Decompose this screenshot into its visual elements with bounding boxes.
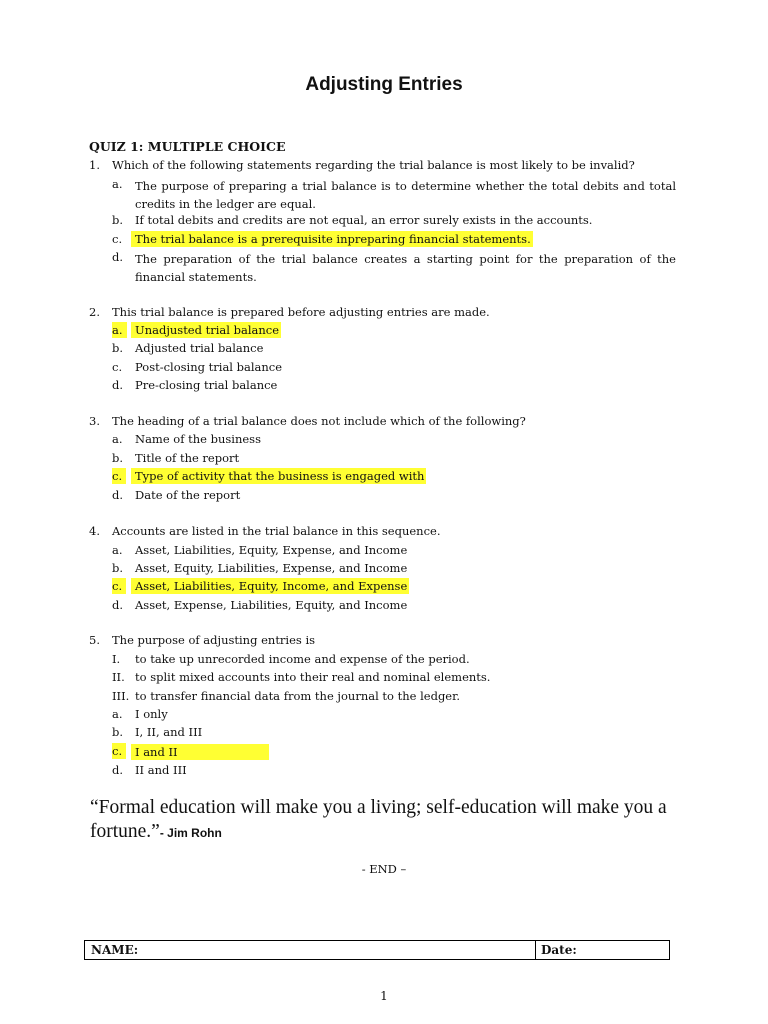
q1-option-b: If total debits and credits are not equal, an error surely exists in the accounts. (135, 213, 593, 227)
q5-option-label: a. (112, 707, 123, 721)
quote-text: “Formal education will make you a living; self-education will make you a fortune.” (90, 797, 667, 842)
q3-option-label: a. (112, 432, 123, 446)
q2-option-c: Post-closing trial balance (135, 360, 283, 374)
q2-option-label: a. (112, 323, 127, 337)
q4-option-label: c. (112, 579, 126, 593)
q1-option-c-answer (135, 232, 533, 246)
end-marker: - END – (361, 862, 407, 876)
q1-option-label: b. (112, 213, 124, 227)
q4-option-label: d. (112, 598, 124, 612)
table-divider (535, 941, 536, 959)
q5-option-label: b. (112, 725, 124, 739)
q2-option-label: c. (112, 360, 123, 374)
quote-author: - Jim Rohn (159, 826, 222, 840)
question-4-number: 4. (89, 524, 100, 538)
q1-option-label: a. (112, 177, 123, 191)
q5-option-label: c. (112, 744, 126, 758)
q3-option-a: Name of the business (135, 432, 261, 446)
q3-option-b: Title of the report (135, 451, 240, 465)
q5-statement-iii: to transfer financial data from the journal to the ledger. (135, 689, 461, 703)
q5-option-d: II and III (135, 763, 187, 777)
answer-highlight: I and II (131, 744, 269, 760)
q2-option-label: d. (112, 378, 124, 392)
q2-option-label: b. (112, 341, 124, 355)
quiz-header: QUIZ 1: MULTIPLE CHOICE (89, 139, 286, 154)
q1-option-a: The purpose of preparing a trial balance is to determine whether the total debits and total credits in the ledger are equal. (135, 179, 676, 211)
q5-option-a: I only (135, 707, 168, 721)
q4-option-d: Asset, Expense, Liabilities, Equity, and Income (135, 598, 408, 612)
q3-option-c-answer (135, 469, 426, 483)
q2-option-b: Adjusted trial balance (135, 341, 264, 355)
question-3-text: The heading of a trial balance does not include which of the following? (112, 414, 526, 428)
q5-statement-label: I. (112, 652, 121, 666)
date-label: Date: (541, 943, 577, 957)
q3-option-d: Date of the report (135, 488, 241, 502)
page-number: 1 (380, 989, 388, 1003)
q4-option-label: a. (112, 543, 123, 557)
question-5-text: The purpose of adjusting entries is (112, 633, 316, 647)
question-4-text: Accounts are listed in the trial balance in this sequence. (112, 524, 441, 538)
q2-option-d: Pre-closing trial balance (135, 378, 278, 392)
document-title: Adjusting Entries (305, 74, 463, 95)
q1-option-label: c. (112, 232, 123, 246)
q4-option-c-answer (135, 579, 409, 593)
question-5-number: 5. (89, 633, 100, 647)
q5-option-b: I, II, and III (135, 725, 203, 739)
question-1-number: 1. (89, 158, 100, 172)
q3-option-label: c. (112, 469, 126, 483)
q5-statement-label: II. (112, 670, 125, 684)
question-2-number: 2. (89, 305, 100, 319)
quote (90, 796, 690, 845)
answer-highlight: Type of activity that the business is engaged with (131, 468, 426, 484)
question-1-text: Which of the following statements regarding the trial balance is most likely to be invalid? (112, 158, 635, 172)
q4-option-label: b. (112, 561, 124, 575)
question-2-text: This trial balance is prepared before adjusting entries are made. (112, 305, 490, 319)
q4-option-b: Asset, Equity, Liabilities, Expense, and Income (135, 561, 408, 575)
q1-option-d: The preparation of the trial balance creates a starting point for the preparation of the financial statements. (135, 252, 676, 284)
q5-statement-label: III. (112, 689, 130, 703)
q5-statement-ii: to split mixed accounts into their real and nominal elements. (135, 670, 491, 684)
q5-option-c-answer (135, 744, 269, 760)
name-date-table (84, 940, 670, 960)
q5-option-label: d. (112, 763, 124, 777)
answer-highlight: Asset, Liabilities, Equity, Income, and Expense (131, 578, 409, 594)
answer-highlight: The trial balance is a prerequisite inpreparing financial statements. (131, 231, 533, 247)
q4-option-a: Asset, Liabilities, Equity, Expense, and Income (135, 543, 408, 557)
answer-highlight: Unadjusted trial balance (131, 322, 281, 338)
q3-option-label: b. (112, 451, 124, 465)
name-label: NAME: (91, 943, 139, 957)
q3-option-label: d. (112, 488, 124, 502)
q5-statement-i: to take up unrecorded income and expense of the period. (135, 652, 470, 666)
q2-option-a-answer (135, 323, 281, 337)
question-3-number: 3. (89, 414, 100, 428)
q1-option-label: d. (112, 250, 124, 264)
